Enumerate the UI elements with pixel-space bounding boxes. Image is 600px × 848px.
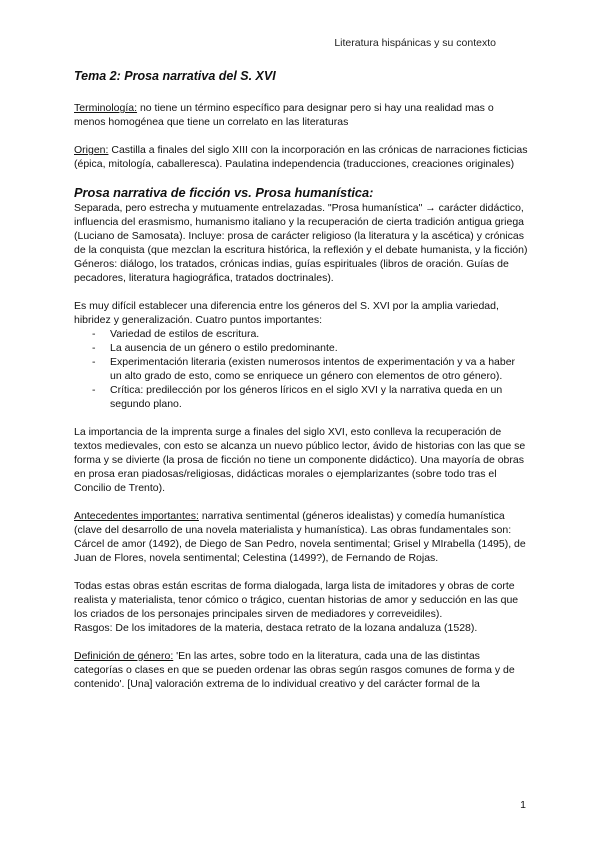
obras-paragraph-1: Todas estas obras están escritas de forma dialogada, larga lista de imitadores y obras de corte realista y materialista, tenor cómico o trágico, cuentan historias de amor y seducción en las que los criados de los personajes principales sirven de mediadores y correveidiles). xyxy=(74,580,519,620)
terminologia-text: no tiene un término específico para designar pero si hay una realidad mas o menos homogénea que tiene un correlato en las literaturas xyxy=(74,102,494,128)
section-heading: Prosa narrativa de ficción vs. Prosa humanística: xyxy=(74,185,374,200)
section-paragraph-3: Es muy difícil establecer una diferencia entre los géneros del S. XVI por la amplia variedad, hibridez y generalización. Cuatro puntos importantes: xyxy=(74,300,499,326)
section-paragraph-1: Separada, pero estrecha y mutuamente entrelazadas. "Prosa humanística" → carácter didáctico, influencia del erasmismo, humanismo italiano y la recuperación de cierta tradición antigua griega (Luciano de Samosata). Incluye: prosa de carácter religioso (la literatura y la ascética) y crónicas de la conquista (que mezclan la escritura histórica, la reflexión y el debate humanista, y la ficción) xyxy=(74,202,528,256)
origen-paragraph xyxy=(74,143,528,171)
section-paragraph-2: Géneros: diálogo, los tratados, crónicas indias, guías espirituales (libros de oración. Guías de pecadores, literatura hagiográfica, tratados doctrinales). xyxy=(74,258,509,284)
definicion-label: Definición de género: xyxy=(74,650,174,662)
list-item: - Crítica: predilección por los géneros líricos en el siglo XVI y la narrativa queda en un segundo plano. xyxy=(92,383,528,411)
list-item: - Experimentación literaria (existen numerosos intentos de experimentación y va a haber un alto grado de esto, como se enriquece un género con elementos de otro género). xyxy=(92,355,528,383)
list-item: - Variedad de estilos de escritura. xyxy=(92,327,528,341)
antecedentes-text: narrativa sentimental (géneros idealistas) y comedía humanística (clave del desarrollo de una novela materialista y humanística). Las obras fundamentales son: Cárcel de amor (1492), de Diego de San Pedro, novela sentimental; Grisel y MIrabella (1495), de Juan de Flores, novela sentimental; Celestina (1499?), de Fernando de Rojas. xyxy=(74,510,526,564)
origen-label: Origen: xyxy=(74,144,109,156)
origen-text: Castilla a finales del siglo XIII con la incorporación en las crónicas de narraciones ficticias (épica, mitología, caballeresca). Paulatina independencia (traducciones, creaciones originales) xyxy=(74,144,528,170)
page-title: Tema 2: Prosa narrativa del S. XVI xyxy=(74,69,276,83)
running-header: Literatura hispánicas y su contexto xyxy=(334,37,496,49)
antecedentes-paragraph xyxy=(74,509,528,565)
terminologia-label: Terminología: xyxy=(74,102,138,114)
definicion-paragraph xyxy=(74,649,528,691)
definicion-text: 'En las artes, sobre todo en la literatura, cada una de las distintas categorías o clases en que se pueden ordenar las obras según rasgos comunes de forma y de contenido'. [Una] valoración extrema de lo individual creativo y del carácter formal de la xyxy=(74,650,515,690)
section-paragraph-4: La importancia de la imprenta surge a finales del siglo XVI, esto conlleva la recuperación de textos medievales, con esto se alcanza un nuevo público lector, ávido de historias con las que se forma y se divierte (la prosa de ficción no tiene un componente didáctico). Una mayoría de obras en prosa eran piadosas/religiosas, didácticas morales o ejemplarizantes (sobre todo tras el Concilio de Trento). xyxy=(74,426,526,494)
obras-paragraph-2: Rasgos: De los imitadores de la materia, destaca retrato de la lozana andaluza (1528). xyxy=(74,622,478,634)
document-body xyxy=(74,69,528,705)
page-number: 1 xyxy=(520,799,526,811)
list-item: - La ausencia de un género o estilo predominante. xyxy=(92,341,528,355)
antecedentes-label: Antecedentes importantes: xyxy=(74,510,199,522)
terminologia-paragraph xyxy=(74,101,528,129)
points-list xyxy=(74,327,528,411)
